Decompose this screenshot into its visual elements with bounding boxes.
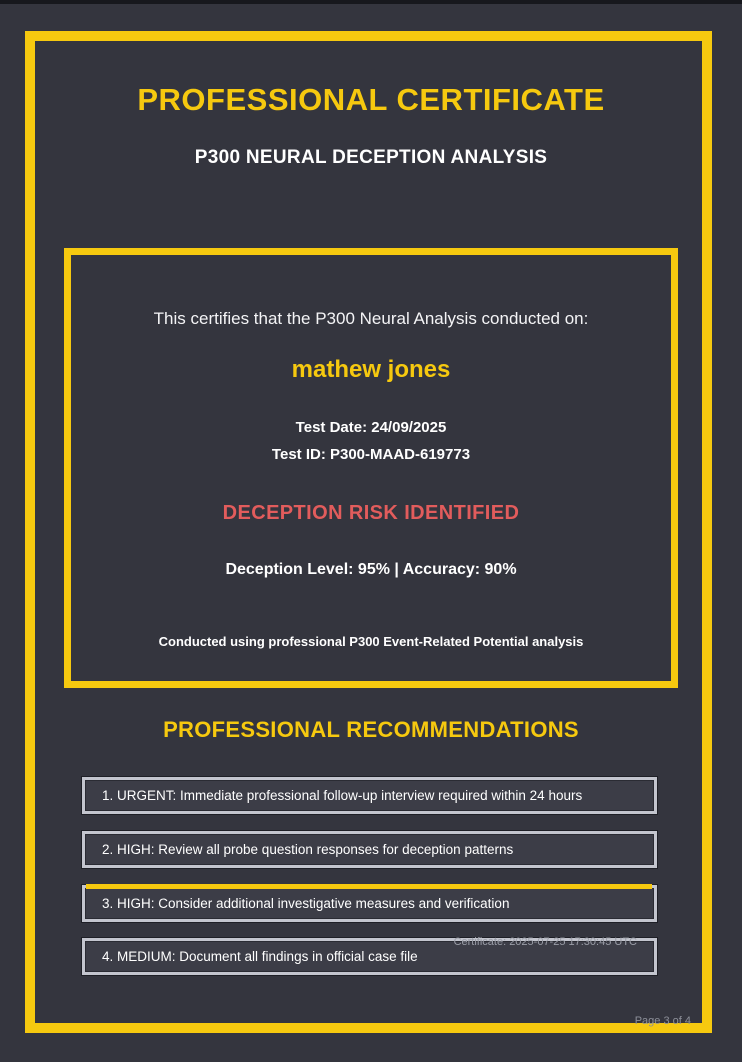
- certificate-timestamp: Certificate: 2025-07-25 17:30:45 UTC: [453, 936, 637, 948]
- recommendation-item-1-label: 1. URGENT: Immediate professional follow-up interview required within 24 hours: [102, 788, 583, 803]
- yellow-divider: [86, 884, 652, 889]
- recommendations-heading: PROFESSIONAL RECOMMENDATIONS: [163, 717, 579, 742]
- certify-intro-text: This certifies that the P300 Neural Analysis conducted on:: [153, 309, 589, 328]
- subject-name: mathew jones: [291, 356, 451, 383]
- test-date-line: Test Date: 24/09/2025: [295, 419, 447, 436]
- recommendation-item-3-label: 3. HIGH: Consider additional investigative measures and verification: [102, 896, 510, 911]
- recommendation-item-4-label: 4. MEDIUM: Document all findings in official case file: [102, 949, 418, 964]
- test-id-line: Test ID: P300-MAAD-619773: [271, 446, 471, 463]
- page-number: Page 3 of 4: [634, 1015, 691, 1027]
- recommendation-item-3: [82, 885, 657, 922]
- top-dark-strip: [0, 0, 742, 4]
- certificate-subtitle: P300 NEURAL DECEPTION ANALYSIS: [194, 147, 548, 168]
- metrics-line: Deception Level: 95% | Accuracy: 90%: [225, 561, 517, 578]
- result-status: DECEPTION RISK IDENTIFIED: [222, 502, 520, 524]
- certificate-title: PROFESSIONAL CERTIFICATE: [137, 82, 605, 117]
- method-note: Conducted using professional P300 Event-Related Potential analysis: [158, 634, 584, 649]
- recommendation-item-2-label: 2. HIGH: Review all probe question responses for deception patterns: [102, 842, 514, 857]
- recommendation-item-2: [82, 831, 657, 868]
- recommendation-item-1: [82, 777, 657, 814]
